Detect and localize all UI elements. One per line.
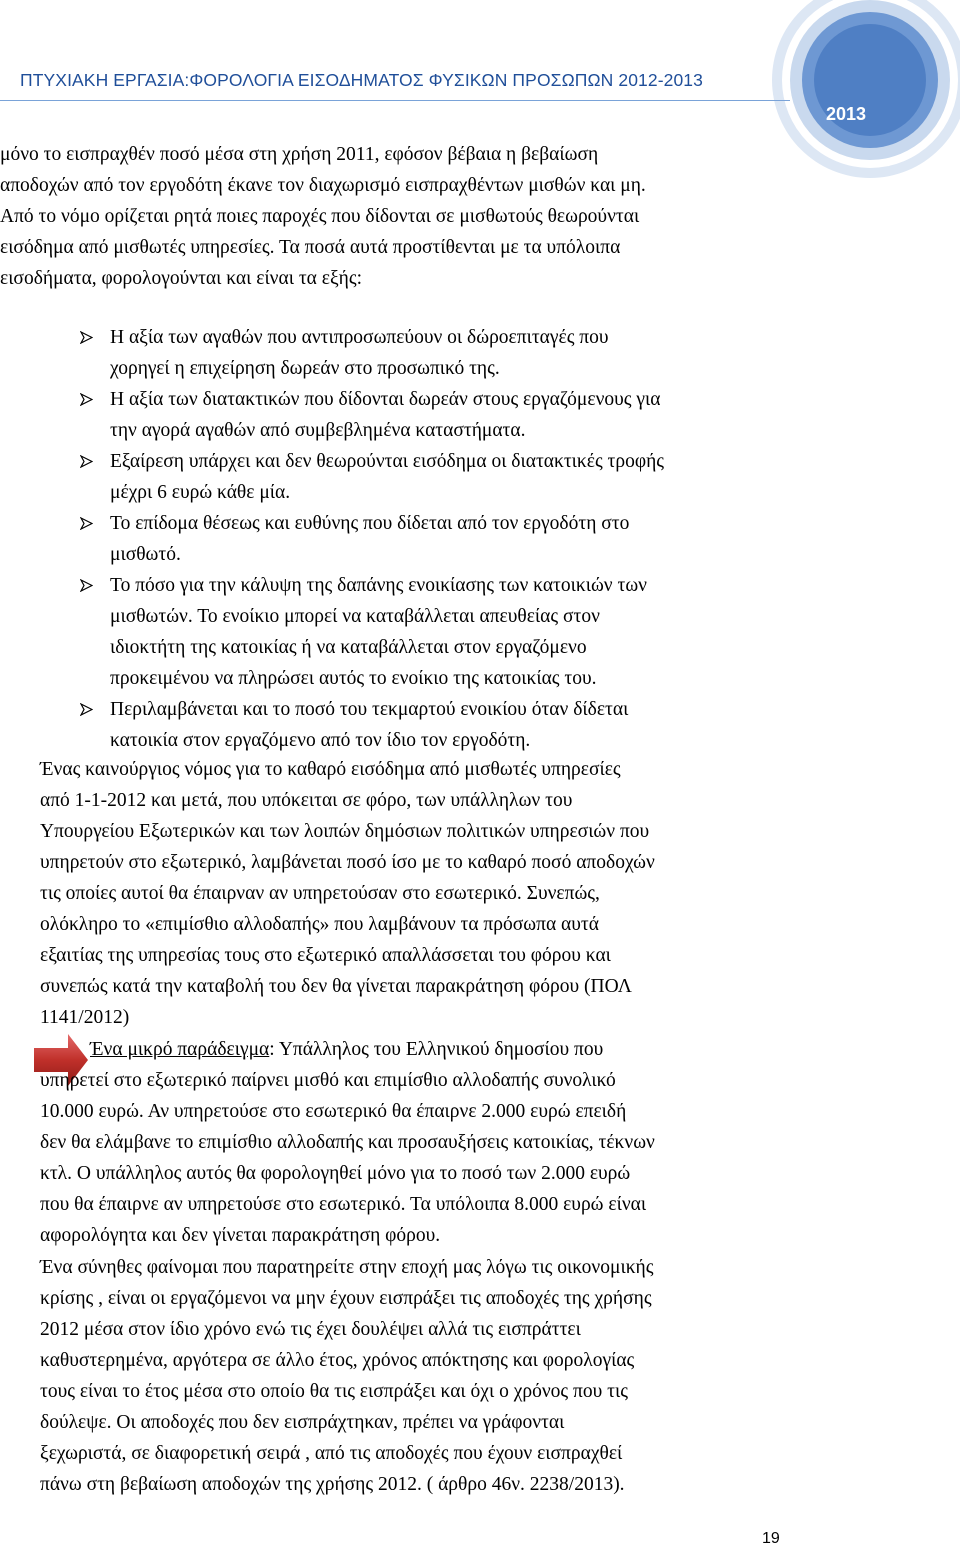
list-item-line: την αγορά αγαθών από συμβεβλημένα καταστήματα. — [110, 420, 526, 441]
benefits-list — [80, 322, 664, 756]
arrowhead-bullet-icon — [80, 331, 93, 344]
text-line: Από το νόμο ορίζεται ρητά ποιες παροχές που δίδονται σε μισθωτούς θεωρούνται — [0, 206, 640, 227]
text-line: δούλεψε. Οι αποδοχές που δεν εισπράχτηκαν, πρέπει να γράφονται — [40, 1412, 565, 1433]
list-item — [80, 694, 664, 756]
text-line: αποδοχών από τον εργοδότη έκανε τον διαχωρισμό εισπραχθέντων μισθών και μη. — [0, 175, 646, 196]
text-line: εξαιτίας της υπηρεσίας τους στο εξωτερικό απαλλάσσεται του φόρου και — [40, 945, 611, 966]
new-law-paragraph — [40, 754, 655, 1033]
list-item-line: μισθωτό. — [110, 544, 181, 565]
text-line — [40, 1034, 655, 1065]
year-badge-circle — [770, 0, 960, 180]
text-line: συνεπώς κατά την καταβολή του δεν θα γίνεται παρακράτηση φόρου (ΠΟΛ — [40, 976, 632, 997]
text-line: 2012 μέσα στον ίδιο χρόνο ενώ τις έχει δουλέψει αλλά τις εισπράττει — [40, 1319, 581, 1340]
text-line: δεν θα ελάμβανε το επιμίσθιο αλλοδαπής και προσαυξήσεις κατοικίας, τέκνων — [40, 1132, 655, 1153]
example-first-line: : Υπάλληλος του Ελληνικού δημοσίου που — [269, 1039, 604, 1060]
text-line: κτλ. Ο υπάλληλος αυτός θα φορολογηθεί μόνο για το ποσό των 2.000 ευρώ — [40, 1163, 631, 1184]
list-item-line: ιδιοκτήτη της κατοικίας ή να καταβάλλεται στον εργαζόμενο — [110, 637, 587, 658]
common-phenomenon-paragraph — [40, 1252, 653, 1500]
text-line: μόνο το εισπραχθέν ποσό μέσα στη χρήση 2011, εφόσον βέβαια η βεβαίωση — [0, 144, 599, 165]
list-item-line: Το επίδομα θέσεως και ευθύνης που δίδεται από τον εργοδότη στο — [110, 513, 630, 534]
example-paragraph — [40, 1034, 655, 1251]
header-title: ΠΤΥΧΙΑΚΗ ΕΡΓΑΣΙΑ:ΦΟΡΟΛΟΓΙΑ ΕΙΣΟΔΗΜΑΤΟΣ ΦΥΣΙΚΩΝ ΠΡΟΣΩΠΩΝ 2012-2013 — [20, 70, 703, 90]
text-line: τις οποίες αυτοί θα έπαιρναν αν υπηρετούσαν στο εσωτερικό. Συνεπώς, — [40, 883, 600, 904]
arrowhead-bullet-icon — [80, 455, 93, 468]
text-line: υπηρετεί στο εξωτερικό παίρνει μισθό και επιμίσθιο αλλοδαπής συνολικό — [40, 1070, 616, 1091]
list-item-line: Εξαίρεση υπάρχει και δεν θεωρούνται εισόδημα οι διατακτικές τροφής — [110, 451, 665, 472]
list-item-line: μέχρι 6 ευρώ κάθε μία. — [110, 482, 291, 503]
text-line: 10.000 ευρώ. Αν υπηρετούσε στο εσωτερικό θα έπαιρνε 2.000 ευρώ επειδή — [40, 1101, 627, 1122]
arrowhead-bullet-icon — [80, 393, 93, 406]
list-item-line: Η αξία των διατακτικών που δίδονται δωρεάν στους εργαζόμενους για — [110, 389, 661, 410]
list-item-line: προκειμένου να πληρώσει αυτός το ενοίκιο της κατοικίας του. — [110, 668, 597, 689]
text-line: υπηρετούν στο εξωτερικό, λαμβάνεται ποσό ίσο με το καθαρό ποσό αποδοχών — [40, 852, 655, 873]
text-line: κρίσης , είναι οι εργαζόμενοι να μην έχουν εισπράξει τις αποδοχές της χρήσης — [40, 1288, 652, 1309]
text-line: 1141/2012) — [40, 1007, 130, 1028]
list-item — [80, 446, 664, 508]
list-item — [80, 508, 664, 570]
header-rule — [0, 100, 790, 101]
list-item — [80, 384, 664, 446]
text-line: καθυστερημένα, αργότερα σε άλλο έτος, χρόνος απόκτησης και φορολογίας — [40, 1350, 635, 1371]
text-line: αφορολόγητα και δεν γίνεται παρακράτηση φόρου. — [40, 1225, 441, 1246]
list-item — [80, 570, 664, 694]
list-item-line: κατοικία στον εργαζόμενο από τον ίδιο τον εργοδότη. — [110, 730, 531, 751]
list-item-line: Το πόσο για την κάλυψη της δαπάνης ενοικίασης των κατοικιών των — [110, 575, 647, 596]
text-line: Υπουργείου Εξωτερικών και των λοιπών δημόσιων πολιτικών υπηρεσιών που — [40, 821, 650, 842]
list-item-line: Η αξία των αγαθών που αντιπροσωπεύουν οι δώροεπιταγές που — [110, 327, 609, 348]
text-line: εισόδημα από μισθωτές υπηρεσίες. Τα ποσά αυτά προστίθενται με τα υπόλοιπα — [0, 237, 621, 258]
text-line: πάνω στη βεβαίωση αποδοχών της χρήσης 2012. ( άρθρο 46ν. 2238/2013). — [40, 1474, 625, 1495]
list-item-line: μισθωτών. Το ενοίκιο μπορεί να καταβάλλεται απευθείας στον — [110, 606, 600, 627]
example-label: Ένα μικρό παράδειγμα — [90, 1039, 270, 1060]
text-line: τους είναι το έτος μέσα στο οποίο θα τις εισπράξει και όχι ο χρόνος που τις — [40, 1381, 628, 1402]
page-number: 19 — [762, 1530, 780, 1547]
arrowhead-bullet-icon — [80, 579, 93, 592]
arrowhead-bullet-icon — [80, 517, 93, 530]
intro-paragraph — [0, 139, 646, 294]
text-line: που θα έπαιρνε αν υπηρετούσε στο εσωτερικό. Τα υπόλοιπα 8.000 ευρώ είναι — [40, 1194, 647, 1215]
text-line: Ένα σύνηθες φαίνομαι που παρατηρείτε στην εποχή μας λόγω τις οικονομικής — [40, 1257, 654, 1278]
list-item-line: χορηγεί η επιχείρηση δωρεάν στο προσωπικό της. — [110, 358, 500, 379]
arrowhead-bullet-icon — [80, 703, 93, 716]
year-badge: 2013 — [826, 104, 867, 124]
text-line: εισοδήματα, φορολογούνται και είναι τα εξής: — [0, 268, 362, 289]
text-line: ολόκληρο το «επιμίσθιο αλλοδαπής» που λαμβάνουν τα πρόσωπα αυτά — [40, 914, 599, 935]
list-item-line: Περιλαμβάνεται και το ποσό του τεκμαρτού ενοικίου όταν δίδεται — [110, 699, 629, 720]
text-line: από 1-1-2012 και μετά, που υπόκειται σε φόρο, των υπάλληλων του — [40, 790, 573, 811]
list-item — [80, 322, 664, 384]
text-line: Ένας καινούργιος νόμος για το καθαρό εισόδημα από μισθωτές υπηρεσίες — [40, 759, 621, 780]
text-line: ξεχωριστά, σε διαφορετική σειρά , από τις αποδοχές που έχουν εισπραχθεί — [40, 1443, 623, 1464]
